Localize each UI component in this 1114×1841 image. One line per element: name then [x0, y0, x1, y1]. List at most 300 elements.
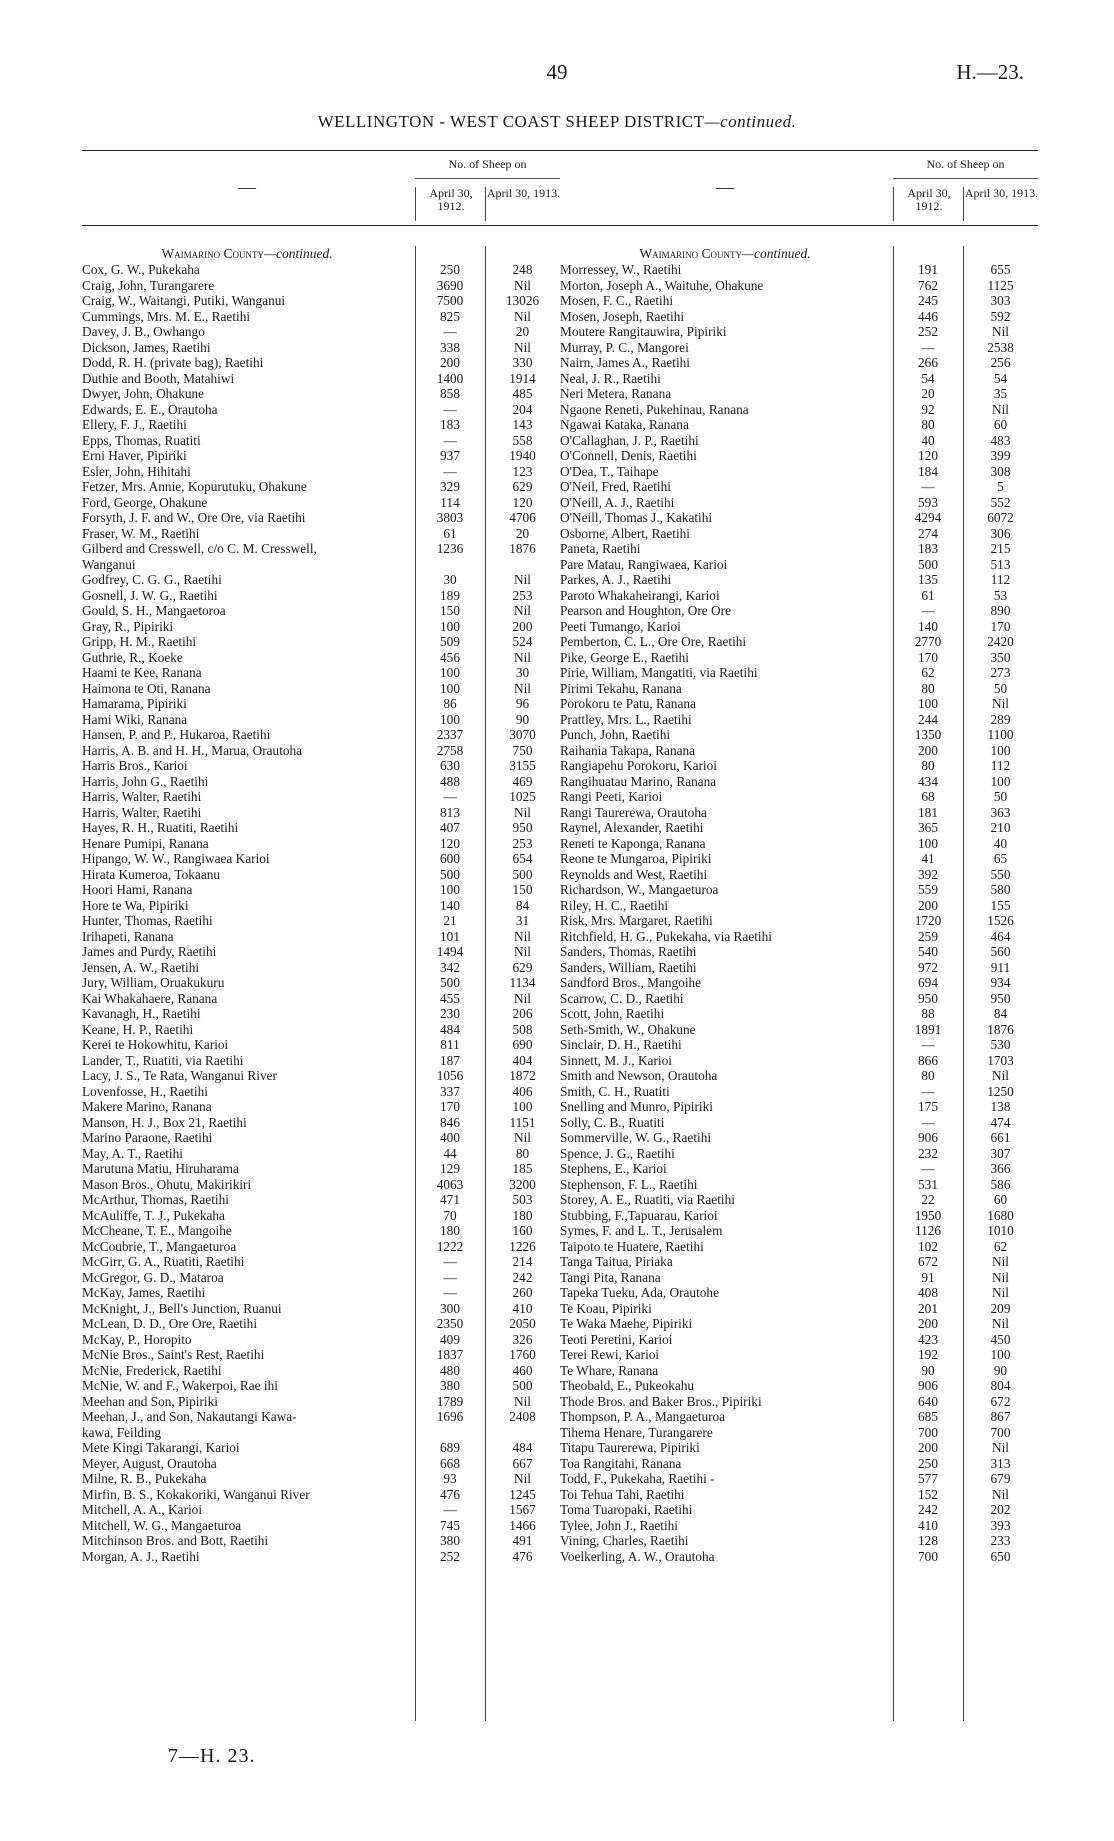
- owner-name: Fraser, W. M., Raetihi: [82, 525, 200, 541]
- sheep-1913: 233: [990, 1533, 1011, 1548]
- owner-name: McNie, W. and F., Wakerpoi, Rae ihi: [82, 1378, 278, 1393]
- table-row: [560, 1409, 1038, 1425]
- sheep-1912: 54: [921, 370, 935, 386]
- sheep-1913: 6072: [987, 510, 1014, 525]
- table-row: [82, 278, 560, 294]
- sheep-1912: 62: [921, 665, 935, 680]
- table-row: [560, 1084, 1038, 1100]
- sheep-1913: Nil: [514, 928, 531, 944]
- section-suffix: —continued.: [742, 246, 811, 261]
- owner-name: Haimona te Oti, Ranana: [82, 680, 211, 696]
- sheep-1913: 1151: [509, 1114, 536, 1130]
- sheep-1912: 1720: [914, 913, 942, 928]
- sheep-1913: 31: [515, 913, 530, 928]
- owner-name: Craig, John, Turangarere: [82, 277, 215, 293]
- sheep-1913: 911: [990, 959, 1011, 975]
- table-row: [560, 262, 1038, 278]
- sheep-1912: [415, 1425, 485, 1441]
- owner-name: Dodd, R. H. (private bag), Raetihi: [82, 355, 264, 370]
- table-row: [560, 1270, 1038, 1286]
- sheep-count-header: No. of Sheep on: [415, 157, 560, 179]
- sheep-1913: 2538: [987, 339, 1014, 355]
- sheep-1913: Nil: [514, 1471, 531, 1486]
- year-1912-header: April 30, 1912.: [415, 187, 486, 221]
- sheep-1912: 694: [918, 975, 938, 990]
- sheep-1913: 303: [990, 293, 1011, 308]
- sheep-1913: 1025: [509, 789, 536, 804]
- sheep-1913: 60: [993, 417, 1008, 432]
- sheep-1913: 53: [993, 587, 1008, 603]
- table-row: [82, 1316, 560, 1332]
- sheep-1913: 867: [990, 1409, 1011, 1424]
- sheep-1913: 2420: [987, 634, 1014, 649]
- owner-name: Mosen, Joseph, Raetihi: [560, 308, 685, 324]
- owner-name: Paroto Whakaheirangi, Karioi: [560, 587, 720, 603]
- sheep-1913: 3200: [509, 1176, 536, 1192]
- sheep-1913: 248: [512, 262, 533, 277]
- table-row: [82, 402, 560, 418]
- sheep-1912: —: [921, 479, 935, 494]
- table-row: [560, 324, 1038, 340]
- sheep-1913: 560: [990, 944, 1011, 959]
- table-row: [560, 386, 1038, 402]
- sheep-1912: 100: [440, 665, 460, 680]
- sheep-1912: —: [443, 1502, 457, 1517]
- table-row: [560, 1487, 1038, 1503]
- sheep-1912: 906: [918, 1130, 938, 1145]
- sheep-1912: 2337: [436, 727, 464, 742]
- owner-name: Jensen, A. W., Raetihi: [82, 959, 200, 975]
- sheep-1913: Nil: [992, 696, 1009, 711]
- owner-name: McCheane, T. E., Mangoihe: [82, 1223, 232, 1238]
- sheep-1913: 84: [993, 1006, 1008, 1021]
- sheep-1912: 180: [440, 1223, 460, 1238]
- sheep-1912: 408: [918, 1285, 938, 1300]
- sheep-1913: 2408: [509, 1409, 536, 1424]
- owner-name: Harris, John G., Raetihi: [82, 773, 209, 789]
- table-row: [82, 743, 560, 759]
- sheep-1913: 366: [990, 1161, 1011, 1176]
- owner-name: Solly, C. B., Ruatiti: [560, 1114, 665, 1130]
- owner-name: Risk, Mrs. Margaret, Raetihi: [560, 913, 713, 928]
- sheep-1912: 184: [918, 463, 938, 479]
- owner-name: Kerei te Hokowhitu, Karioi: [82, 1037, 229, 1052]
- table-row: [560, 944, 1038, 960]
- owner-name: Dickson, James, Raetihi: [82, 339, 211, 355]
- owner-name: Harris, A. B. and H. H., Marua, Orautoha: [82, 742, 303, 758]
- sheep-1912: 192: [918, 1347, 938, 1362]
- owner-name: McNie Bros., Saint's Rest, Raetihi: [82, 1347, 265, 1362]
- sheep-1912: —: [443, 324, 457, 339]
- owner-name: Smith and Newson, Orautoha: [560, 1068, 718, 1083]
- left-table-body: [82, 246, 560, 1721]
- table-row: [82, 1130, 560, 1146]
- owner-name: Harris, Walter, Raetihi: [82, 789, 202, 804]
- owner-name: Toi Tehua Tahi, Raetihi: [560, 1486, 685, 1502]
- sheep-1913: 393: [990, 1517, 1011, 1533]
- table-row: [560, 665, 1038, 681]
- table-row: [560, 340, 1038, 356]
- table-row: [82, 1549, 560, 1565]
- table-row: [82, 293, 560, 309]
- table-row: [82, 650, 560, 666]
- table-row: [82, 665, 560, 681]
- sheep-1912: 21: [443, 913, 457, 928]
- sheep-1913: 406: [512, 1083, 533, 1099]
- owner-name: Theobald, E., Pukeokahu: [560, 1378, 695, 1393]
- owner-name: Mitchell, A. A., Karioi: [82, 1502, 203, 1517]
- sheep-1913: 679: [990, 1471, 1011, 1486]
- owner-name: McCoubrie, T., Mangaeturoa: [82, 1238, 237, 1254]
- year-1913-header: April 30, 1913.: [963, 187, 1039, 221]
- owner-name: O'Neil, Fred, Raetihi: [560, 479, 671, 494]
- owner-name: Irihapeti, Ranana: [82, 928, 174, 944]
- sheep-1912: 488: [440, 773, 460, 789]
- sheep-1912: 252: [918, 324, 938, 339]
- owner-name: Te Waka Maehe, Pipiriki: [560, 1316, 693, 1331]
- sheep-1912: 559: [918, 882, 938, 897]
- owner-name: Sinclair, D. H., Raetihi: [560, 1037, 682, 1052]
- owner-name: Cummings, Mrs. M. E., Raetihi: [82, 308, 251, 324]
- owner-name: Forsyth, J. F. and W., Ore Ore, via Raetihi: [82, 510, 306, 525]
- table-row: [560, 1394, 1038, 1410]
- table-row: [82, 1022, 560, 1038]
- table-row: [82, 1099, 560, 1115]
- owner-name: Kavanagh, H., Raetihi: [82, 1006, 201, 1021]
- sheep-1912: 866: [918, 1052, 938, 1068]
- owner-name: Te Koau, Pipiriki: [560, 1300, 652, 1316]
- table-row: [560, 991, 1038, 1007]
- sheep-1912: 846: [440, 1114, 460, 1130]
- sheep-1912: 20: [921, 386, 935, 401]
- sheep-1913: Nil: [514, 339, 531, 355]
- sheep-1912: 1350: [914, 727, 942, 742]
- sheep-1913: Nil: [992, 1316, 1009, 1331]
- owner-name: Duthie and Booth, Matahiwi: [82, 370, 235, 386]
- owner-name: Hoori Hami, Ranana: [82, 882, 193, 897]
- sheep-1913: 20: [515, 525, 530, 541]
- owner-name: Mete Kingi Takarangi, Karioi: [82, 1440, 240, 1455]
- owner-name: Reneti te Kaponga, Ranana: [560, 835, 706, 851]
- table-row: [82, 1146, 560, 1162]
- owner-name: Fetzer, Mrs. Annie, Kopurutuku, Ohakune: [82, 479, 307, 494]
- owner-name: Tapeka Tueku, Ada, Orautohe: [560, 1285, 719, 1300]
- sheep-1913: Nil: [992, 324, 1009, 339]
- owner-name: Meyer, August, Orautoha: [82, 1455, 217, 1471]
- right-table-header: [560, 150, 1038, 226]
- sheep-1913: 326: [512, 1331, 533, 1347]
- sheep-1912: 858: [440, 386, 460, 401]
- sheep-1912: —: [443, 401, 457, 417]
- sheep-1912: 423: [918, 1331, 938, 1347]
- owner-name: Punch, John, Raetihi: [560, 727, 671, 742]
- sheep-1913: 500: [512, 1378, 533, 1393]
- table-row: [82, 1285, 560, 1301]
- sheep-1913: 508: [512, 1021, 533, 1037]
- table-row: [560, 510, 1038, 526]
- sheep-1913: 1703: [987, 1052, 1014, 1068]
- sheep-1913: 1876: [987, 1021, 1014, 1037]
- table-row: [560, 1378, 1038, 1394]
- table-row: [82, 1533, 560, 1549]
- table-row: [560, 355, 1038, 371]
- sheep-1913: 804: [990, 1378, 1011, 1393]
- sheep-1913: 273: [990, 665, 1011, 680]
- table-row: [560, 696, 1038, 712]
- owner-name: Smith, C. H., Ruatiti: [560, 1083, 670, 1099]
- sheep-1913: 363: [990, 804, 1011, 820]
- table-row: [560, 1161, 1038, 1177]
- sheep-1913: 950: [990, 990, 1011, 1006]
- sheep-1912: 500: [440, 975, 460, 990]
- table-row: [82, 1006, 560, 1022]
- sheep-1913: 524: [512, 634, 533, 649]
- sheep-1912: 80: [921, 758, 935, 773]
- owner-name: McKay, P., Horopito: [82, 1331, 192, 1347]
- table-row: [82, 681, 560, 697]
- owner-name: Pare Matau, Rangiwaea, Karioi: [560, 556, 728, 572]
- table-row: [82, 975, 560, 991]
- table-row: [560, 1022, 1038, 1038]
- sheep-1912: 128: [918, 1533, 938, 1548]
- table-row: [82, 1409, 560, 1425]
- table-row: [82, 774, 560, 790]
- sheep-1912: 410: [918, 1517, 938, 1533]
- sheep-1913: 550: [990, 866, 1011, 882]
- table-row: [82, 603, 560, 619]
- owner-name: Morgan, A. J., Raetihi: [82, 1548, 200, 1564]
- sheep-1913: 1226: [509, 1238, 536, 1254]
- sheep-1913: 483: [990, 432, 1011, 448]
- owner-name: Mosen, F. C., Raetihi: [560, 293, 674, 308]
- sheep-1913: 484: [512, 1440, 533, 1455]
- table-row: [82, 262, 560, 278]
- sheep-1913: 90: [515, 711, 530, 727]
- owner-name: Sandford Bros., Mangoihe: [560, 975, 702, 990]
- sheep-1913: 1940: [509, 448, 536, 463]
- owner-name: Guthrie, R., Koeke: [82, 649, 183, 665]
- sheep-1913: Nil: [992, 1486, 1009, 1502]
- owner-name: Titapu Taurerewa, Pipiriki: [560, 1440, 700, 1455]
- sheep-1913: 1872: [509, 1068, 536, 1083]
- table-row: [560, 1502, 1038, 1518]
- year-1912-header: April 30, 1912.: [893, 187, 964, 221]
- table-row: [560, 712, 1038, 728]
- sheep-1913: 160: [512, 1223, 533, 1238]
- sheep-1913: 289: [990, 711, 1011, 727]
- sheep-1913: 661: [990, 1130, 1011, 1145]
- table-row: [82, 1037, 560, 1053]
- owner-name: O'Connell, Denis, Raetihi: [560, 448, 697, 463]
- owner-name: James and Purdy, Raetihi: [82, 944, 217, 959]
- owner-name: Riley, H. C., Raetihi: [560, 897, 669, 913]
- table-row: [560, 758, 1038, 774]
- sheep-1913: 580: [990, 882, 1011, 897]
- sheep-1912: —: [921, 603, 935, 618]
- sheep-1912: 1789: [436, 1393, 464, 1409]
- owner-name: Marino Paraone, Raetihi: [82, 1130, 213, 1145]
- table-row: [560, 1037, 1038, 1053]
- sheep-1912: 906: [918, 1378, 938, 1393]
- sheep-1913: 654: [512, 851, 533, 866]
- sheep-1912: 4294: [914, 510, 942, 525]
- table-row: [560, 1006, 1038, 1022]
- sheep-1912: 100: [440, 882, 460, 897]
- owner-name: Gray, R., Pipiriki: [82, 618, 174, 634]
- owner-name: Hore te Wa, Pipiriki: [82, 897, 189, 913]
- sheep-1912: 100: [918, 696, 938, 711]
- sheep-1912: 22: [921, 1192, 935, 1207]
- sheep-1912: 232: [918, 1145, 938, 1161]
- sheep-1912: 183: [918, 541, 938, 556]
- owner-name: Gosnell, J. W. G., Raetihi: [82, 587, 218, 603]
- sheep-1913: 308: [990, 463, 1011, 479]
- owner-name: Hami Wiki, Ranana: [82, 711, 188, 727]
- table-row: [82, 1378, 560, 1394]
- owner-name: Teoti Peretini, Karioi: [560, 1331, 673, 1347]
- sheep-1912: 337: [440, 1083, 460, 1099]
- sheep-1912: 392: [918, 866, 938, 882]
- owner-name: Tangi Pita, Ranana: [560, 1269, 661, 1285]
- table-row: [560, 1177, 1038, 1193]
- sheep-1912: 1696: [436, 1409, 464, 1424]
- sheep-1913: 100: [512, 1099, 533, 1114]
- sheep-1913: 330: [512, 355, 533, 370]
- section-label: Waimarino County: [161, 246, 264, 261]
- owner-name: Mitchell, W. G., Mangaeturoa: [82, 1517, 242, 1533]
- sheep-1912: 476: [440, 1486, 460, 1502]
- sheep-1913: 100: [990, 773, 1011, 789]
- sheep-1912: —: [921, 1037, 935, 1052]
- owner-name: Scarrow, C. D., Raetihi: [560, 990, 684, 1006]
- owner-name: Tanga Taitua, Piriaka: [560, 1254, 673, 1269]
- table-row: [560, 278, 1038, 294]
- owner-name: Hamarama, Pipiriki: [82, 696, 187, 711]
- sheep-1912: 409: [440, 1331, 460, 1347]
- sheep-1912: 380: [440, 1378, 460, 1393]
- owner-name: Thompson, P. A., Mangaeturoa: [560, 1409, 726, 1424]
- sheep-1912: 407: [440, 820, 460, 835]
- sheep-1913: 62: [993, 1238, 1008, 1254]
- owner-name: Tylee, John J., Raetihi: [560, 1517, 678, 1533]
- sheep-1912: 1837: [436, 1347, 464, 1362]
- sheep-1912: 745: [440, 1517, 460, 1533]
- table-row: [82, 1053, 560, 1069]
- sheep-1913: 210: [990, 820, 1011, 835]
- sheep-1912: 152: [918, 1486, 938, 1502]
- sheep-1913: Nil: [514, 308, 531, 324]
- table-row: [82, 324, 560, 340]
- owner-name: Mitchinson Bros. and Bott, Raetihi: [82, 1533, 269, 1548]
- sheep-1913: Nil: [514, 572, 531, 587]
- sheep-1913: 306: [990, 525, 1011, 541]
- owner-name: Richardson, W., Mangaeturoa: [560, 882, 719, 897]
- owner-name: Toa Rangitahi, Ranana: [560, 1455, 682, 1471]
- sheep-1912: 181: [918, 804, 938, 820]
- sheep-1912: 200: [918, 1316, 938, 1331]
- sheep-1912: 1056: [436, 1068, 464, 1083]
- sheep-1912: —: [921, 1083, 935, 1099]
- table-row: [560, 433, 1038, 449]
- sheep-1912: 102: [918, 1238, 938, 1254]
- owner-name: Wanganui: [82, 556, 136, 572]
- table-row: [82, 1347, 560, 1363]
- sheep-1913: 214: [512, 1254, 533, 1269]
- sheep-1912: 90: [921, 1362, 935, 1378]
- sheep-1913: 1914: [509, 370, 536, 386]
- owner-name: Sanders, William, Raetihi: [560, 959, 697, 975]
- table-row: [560, 1115, 1038, 1131]
- table-row: [82, 820, 560, 836]
- sheep-1913: 672: [990, 1393, 1011, 1409]
- table-row: [82, 371, 560, 387]
- sheep-1912: —: [443, 1254, 457, 1269]
- sheep-1913: 491: [512, 1533, 533, 1548]
- sheep-count-header: No. of Sheep on: [893, 157, 1038, 179]
- sheep-1913: 13026: [505, 293, 540, 308]
- section-heading: [82, 246, 412, 262]
- sheep-1913: 552: [990, 494, 1011, 510]
- owner-name: Morton, Joseph A., Waituhe, Ohakune: [560, 277, 764, 293]
- table-row: [82, 991, 560, 1007]
- owner-name: Tihema Henare, Turangarere: [560, 1424, 713, 1440]
- sheep-1913: 655: [990, 262, 1011, 277]
- owner-name: Voelkerling, A. W., Orautoha: [560, 1548, 715, 1564]
- sheep-1913: 307: [990, 1145, 1011, 1161]
- sheep-1913: 204: [512, 401, 533, 417]
- sheep-1913: 202: [990, 1502, 1011, 1517]
- owner-name: Pemberton, C. L., Ore Ore, Raetihi: [560, 634, 747, 649]
- owner-name: Pike, George E., Raetihi: [560, 649, 690, 665]
- owner-name: Spence, J. G., Raetihi: [560, 1145, 675, 1161]
- sheep-1912: 274: [918, 525, 938, 541]
- table-row: [560, 1285, 1038, 1301]
- table-row: [82, 495, 560, 511]
- owner-name: O'Callaghan, J. P., Raetihi: [560, 432, 699, 448]
- sheep-1912: 1400: [436, 370, 464, 386]
- sheep-1913: 586: [990, 1176, 1011, 1192]
- table-row: [82, 355, 560, 371]
- column-rule: [963, 246, 964, 1721]
- sheep-1913: 1250: [987, 1083, 1014, 1099]
- owner-name: Epps, Thomas, Ruatiti: [82, 432, 201, 448]
- sheep-1913: 469: [512, 773, 533, 789]
- table-row: [82, 758, 560, 774]
- owner-name: Hirata Kumeroa, Tokaanu: [82, 866, 221, 882]
- sheep-1913: 513: [990, 556, 1011, 572]
- sheep-1912: 100: [440, 618, 460, 634]
- table-row: [82, 1239, 560, 1255]
- sheep-1912: 140: [918, 618, 938, 634]
- owner-name: Vining, Charles, Raetihi: [560, 1533, 689, 1548]
- owner-name: Harris, Walter, Raetihi: [82, 804, 202, 820]
- owner-name: Parkes, A. J., Raetihi: [560, 572, 672, 587]
- table-row: [560, 681, 1038, 697]
- owner-name: Lovenfosse, H., Raetihi: [82, 1083, 208, 1099]
- footer-signature: 7—H. 23.: [168, 1745, 256, 1767]
- table-row: [82, 696, 560, 712]
- sheep-1912: 120: [440, 835, 460, 851]
- owner-name: Hansen, P. and P., Hukaroa, Raetihi: [82, 727, 271, 742]
- sheep-1913: Nil: [514, 944, 531, 959]
- sheep-1912: 244: [918, 711, 938, 727]
- table-row: [560, 634, 1038, 650]
- sheep-1912: 338: [440, 339, 460, 355]
- owner-name: O'Neill, Thomas J., Kakatihi: [560, 510, 713, 525]
- sheep-1913: 1680: [987, 1207, 1014, 1223]
- table-row: [82, 557, 560, 573]
- owner-name: Paneta, Raetihi: [560, 541, 641, 556]
